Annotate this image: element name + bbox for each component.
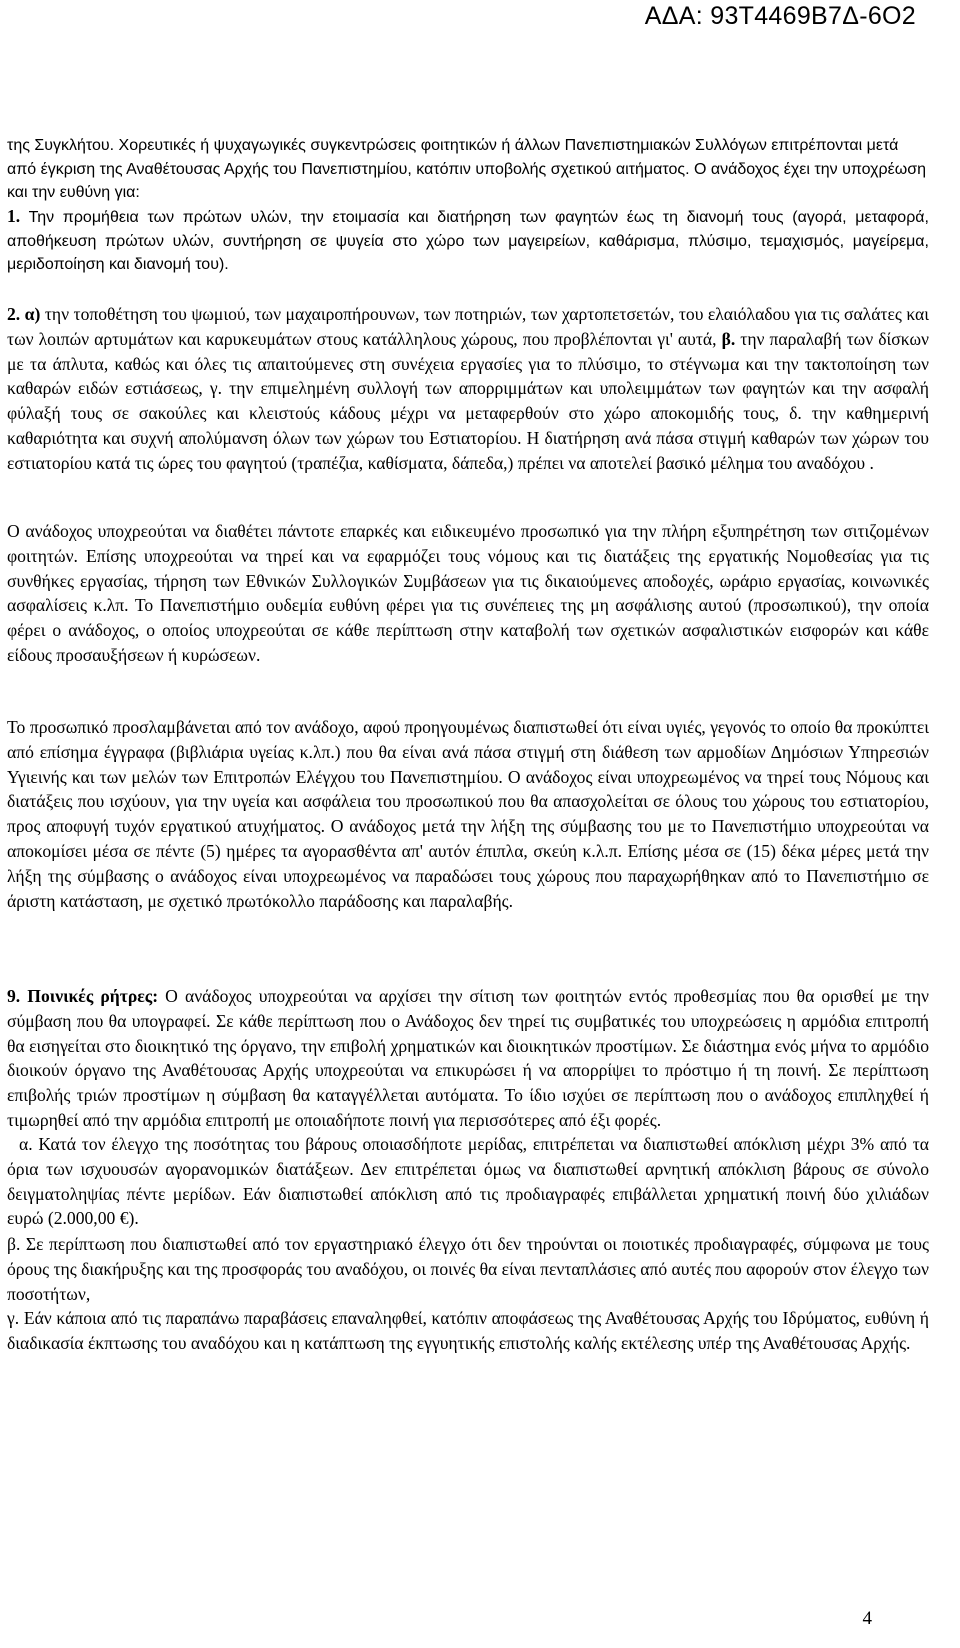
health-paragraph: Το προσωπικό προσλαμβάνεται από τον ανάδοχο, αφού προηγουμένως διαπιστωθεί ότι είναι υγιές, γεγονός το οποίο θα προκύπτει από επίσημα έγγραφα (βιβλιάρια υγείας κ.λπ.) που θα είναι ανά πάσα στιγμή στη διάθεση των αρμοδίων Δημόσιων Υπηρεσιών Υγιεινής και των μελών των Επιτροπών Ελέγχου του Πανεπιστημίου. Ο ανάδοχος είναι υποχρεωμένος να τηρεί τους Νόμους και διατάξεις που ισχύουν, για την υγεία και ασφάλεια του προσωπικού που θα απασχολείται σε όλους του χώρους του εστιατορίου, προς αποφυγή τυχόν εργατικού ατυχήματος. Ο ανάδοχος μετά την λήξη της σύμβασης του με το Πανεπιστήμιο υποχρεούται να αποκομίσει μέσα σε πέντε (5) ημέρες τα αγορασθέντα απ' αυτόν έπιπλα, σκεύη κ.λ.π. Επίσης μέσα σε (15) δέκα μέρες μετά την λήξη της σύμβασης ο ανάδοχος είναι υποχρεωμένος να παραδώσει τους χώρους που παραχωρήθηκαν από το Πανεπιστήμιο σε άριστη κατάσταση, με σχετικό πρωτόκολλο παράδοσης και παραλαβής. <box>7 717 929 911</box>
staff-paragraph: Ο ανάδοχος υποχρεούται να διαθέτει πάντοτε επαρκές και ειδικευμένο προσωπικό για την πλήρη εξυπηρέτηση των σιτιζομένων φοιτητών. Επίσης υποχρεούται να τηρεί και να εφαρμόζει τους νόμους και τις διατάξεις της εργατικής Νομοθεσίας για τις συνθήκες εργασίας, τήρηση των Εθνικών Συλλογικών Συμβάσεων για τις δικαιούμενες αποδοχές, ωράριο εργασίας, κοινωνικές ασφαλίσεις κ.λπ. Το Πανεπιστήμιο ουδεμία ευθύνη φέρει για τις συνέπειες της μη ασφάλισης αυτού (προσωπικού), την οποία φέρει ο ανάδοχος, ο οποίος υποχρεούται σε κάθε περίπτωση στην καταβολή των σχετικών ασφαλιστικών εισφορών και κάθε είδους προσαυξήσεων ή κυρώσεων. <box>7 521 929 665</box>
clause-b-paragraph: β. Σε περίπτωση που διαπιστωθεί από τον εργαστηριακό έλεγχο ότι δεν τηρούνται οι ποιοτικές προδιαγραφές, σύμφωνα με τους όρους της διακήρυξης και της προσφοράς του αναδόχου, οι ποινές θα είναι πενταπλάσιες από αυτές που αφορούν στον έλεγχο των ποσοτήτων, <box>7 1234 929 1304</box>
item-2-number: 2. <box>7 304 21 324</box>
section-9-text: Ο ανάδοχος υποχρεούται να αρχίσει την σίτιση των φοιτητών εντός προθεσμίας που θα ορισθεί με την σύμβαση που θα υπογραφεί. Σε κάθε περίπτωση που ο Ανάδοχος δεν τηρεί τις συμβατικές του υποχρεώσεις η αρμόδια επιτροπή θα εισηγείται στο διοικητικό της όργανο, την επιβολή χρηματικών και διοικητικών προστίμων. Σε διάστημα ενός μήνα το αρμόδιο διοικούν όργανο της Αναθέτουσας Αρχής υποχρεούται να επικυρώσει ή να απορρίψει το πρόστιμο ή τη ποινή. Σε περίπτωση επιβολής τριών προστίμων η σύμβαση θα καταγγέλλεται αυτόματα. Το ίδιο ισχύει σε περίπτωση που ο ανάδοχος επιπληχθεί ή τιμωρηθεί από την αρμόδια επιτροπή με οποιαδήποτε ποινή για περισσότερες από έξι φορές. <box>7 986 929 1130</box>
clause-a-paragraph: α. Κατά τον έλεγχο της ποσότητας του βάρους οποιασδήποτε μερίδας, επιτρέπεται να διαπιστωθεί απόκλιση μέχρι 3% από τα όρια των ισχυουσών αγορανομικών διατάξεων. Δεν επιτρέπεται όμως να διαπιστωθεί αρνητική απόκλιση βάρους σε σύνολο δειγματοληψίας πέντε μερίδων. Εάν διαπιστωθεί απόκλιση από τις προδιαγραφές επιβάλλεται χρηματική ποινή δύο χιλιάδων ευρώ (2.000,00 €). <box>7 1134 929 1229</box>
item-2-paragraph <box>7 302 929 476</box>
intro-paragraph: της Συγκλήτου. Χορευτικές ή ψυχαγωγικές συγκεντρώσεις φοιτητικών ή άλλων Πανεπιστημιακών Συλλόγων επιτρέπονται μετά από έγκριση της Αναθέτουσας Αρχής του Πανεπιστημίου, κατόπιν υποβολής σχετικού αιτήματος. Ο ανάδοχος έχει την υποχρέωση και την ευθύνη για: <box>7 137 926 201</box>
item-1-number: 1. <box>7 206 21 226</box>
item-1-paragraph <box>7 204 929 277</box>
section-9-heading: 9. Ποινικές ρήτρες: <box>7 986 159 1006</box>
clause-c-paragraph: γ. Εάν κάποια από τις παραπάνω παραβάσεις επαναληφθεί, κατόπιν αποφάσεως της Αναθέτουσας Αρχής του Ιδρύματος, ευθύνη ή διαδικασία έκπτωσης του αναδόχου και η κατάπτωση της εγγυητικής επιστολής καλής εκτέλεσης υπέρ της Αναθέτουσας Αρχής. <box>7 1308 929 1353</box>
item-1-text: Την προμήθεια των πρώτων υλών, την ετοιμασία και διατήρηση των φαγητών έως τη διανομή τους (αγορά, μεταφορά, αποθήκευση πρώτων υλών, συντήρηση σε ψυγεία στο χώρο των μαγειρείων, καθάρισμα, πλύσιμο, τεμαχισμός, μαγείρεμα, μεριδοποίηση και διανομή του). <box>7 209 929 273</box>
section-9-paragraph <box>7 984 929 1133</box>
item-2-a-text: την τοποθέτηση του ψωμιού, των μαχαιροπήρουνων, των ποτηριών, των χαρτοπετσετών, του ελαιόλαδου για τις σαλάτες και των λοιπών αρτυμάτων και καρυκευμάτων στους κατάλληλους χώρους, που προβλέπονται γι' αυτά, <box>7 304 929 349</box>
item-2-b-label: β. <box>721 328 736 349</box>
ada-header: ΑΔΑ: 93Τ4469Β7Δ-6Ο2 <box>644 2 916 30</box>
item-2-b-text: την παραλαβή των δίσκων με τα άπλυτα, καθώς και όλες τις απαιτούμενες στη συνέχεια εργασίες για το πλύσιμο, το στέγνωμα και την τακτοποίηση των καθαρών ειδών εστιάσεως, γ. την επιμελημένη συλλογή των απορριμμάτων και υπολειμμάτων των φαγητών και την ασφαλή φύλαξή τους σε σακούλες και κλειστούς κάδους μέχρι να μεταφερθούν στο χώρο αποκομιδής τους, δ. την καθημερινή καθαριότητα και συχνή απολύμανση όλων των χώρων του Εστιατορίου. Η διατήρηση ανά πάσα στιγμή καθαρών των χώρων του εστιατορίου κατά τις ώρες του φαγητού (τραπέζια, καθίσματα, δάπεδα,) πρέπει να αποτελεί βασικό μέλημα του αναδόχου . <box>7 328 929 473</box>
item-2-a-label: α) <box>24 304 41 324</box>
page-number: 4 <box>862 1608 872 1629</box>
